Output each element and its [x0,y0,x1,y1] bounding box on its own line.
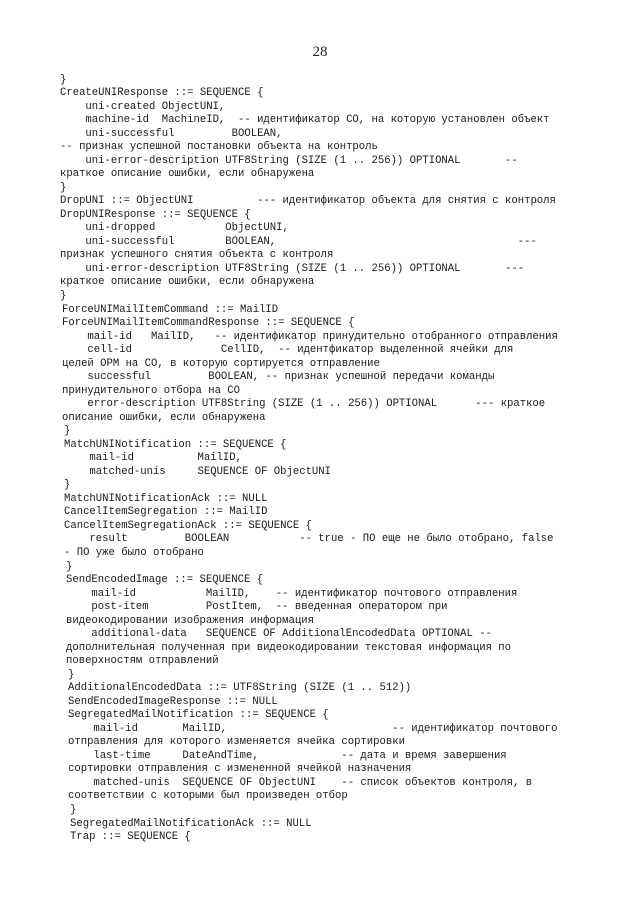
code-line: видеокодировании изображения информация [66,615,314,627]
code-line: поверхностям отправлений [66,655,219,667]
code-line: error-description UTF8String (SIZE (1 .. 256)) OPTIONAL --- краткое [62,398,546,410]
code-line: описание ошибки, если обнаружена [62,412,266,424]
code-line: CancelItemSegregationAck ::= SEQUENCE { [64,520,312,532]
code-line: - ПО уже было отобрано [64,547,204,559]
code-line: } [60,290,67,302]
code-line: -- признак успешной постановки объекта на контроль [60,141,378,153]
code-line: } [64,479,71,491]
code-line: uni-successful BOOLEAN, [60,128,283,140]
code-line: mail-id MailID, [64,452,243,464]
code-line: } [64,425,71,437]
code-line: сортировки отправления с измененной ячейкой назначения [68,763,412,775]
code-line: uni-error-description UTF8String (SIZE (1 .. 256)) OPTIONAL --- [60,263,525,275]
code-line: uni-error-description UTF8String (SIZE (1 .. 256)) OPTIONAL -- [60,155,518,167]
code-line: CancelItemSegregation ::= MailID [64,506,268,518]
code-line: DropUNI ::= ObjectUNI --- идентификатор объекта для снятия с контроля [60,195,556,207]
code-line: successful BOOLEAN, -- признак успешной передачи команды [62,371,495,383]
code-line: целей ОРМ на СО, в которую сортируется отправление [62,358,380,370]
code-line: SendEncodedImageResponse ::= NULL [68,696,278,708]
code-line: ForceUNIMailItemCommandResponse ::= SEQUENCE { [62,317,355,329]
code-line: SendEncodedImage ::= SEQUENCE { [66,574,264,586]
code-line: cell-id CellID, -- идентфикатор выделенной ячейки для [62,344,514,356]
code-line: mail-id MailID, -- идентификатор почтового [68,723,558,735]
code-line: MatchUNINotificationAck ::= NULL [64,493,268,505]
code-line: соответствии с которыми был произведен отбор [68,790,348,802]
code-line: matched-unis SEQUENCE OF ObjectUNI -- список объектов контроля, в [68,777,533,789]
page-number: 28 [312,44,328,60]
code-line: краткое описание ошибки, если обнаружена [60,168,315,180]
code-line: Trap ::= SEQUENCE { [70,831,191,843]
code-line: } [70,804,77,816]
code-line: } [66,561,73,573]
code-line: uni-dropped ObjectUNI, [60,222,289,234]
code-line: DropUNIResponse ::= SEQUENCE { [60,209,251,221]
code-line: } [60,74,67,86]
code-line: last-time DateAndTime, -- дата и время завершения [68,750,507,762]
code-line: additional-data SEQUENCE OF AdditionalEncodedData OPTIONAL -- [66,628,492,640]
code-line: ForceUNIMailItemCommand ::= MailID [62,304,279,316]
code-line: post-item PostItem, -- введенная оператором при [66,601,448,613]
code-line: mail-id MailID, -- идентификатор почтового отправления [66,588,518,600]
code-line: CreateUNIResponse ::= SEQUENCE { [60,87,264,99]
code-line: uni-successful BOOLEAN, --- [60,236,537,248]
code-line: признак успешного снятия объекта с контроля [60,249,334,261]
code-line: SegregatedMailNotification ::= SEQUENCE { [68,709,329,721]
code-line: отправления для которого изменяется ячейка сортировки [68,736,405,748]
code-line: краткое описание ошибки, если обнаружена [60,276,315,288]
code-line: mail-id MailID, -- идентификатор принудительно отобранного отправления [62,331,558,343]
code-line: result BOOLEAN -- true - ПО еще не было отобрано, false [64,533,554,545]
code-line: } [68,669,75,681]
code-line: matched-unis SEQUENCE OF ObjectUNI [64,466,332,478]
code-line: } [60,182,67,194]
code-line: machine-id MachineID, -- идентификатор СО, на которую установлен объект [60,114,550,126]
code-line: дополнительная полученная при видеокодировании текстовая информация по [66,642,512,654]
code-line: AdditionalEncodedData ::= UTF8String (SIZE (1 .. 512)) [68,682,412,694]
code-line: uni-created ObjectUNI, [60,101,226,113]
code-line: MatchUNINotification ::= SEQUENCE { [64,439,287,451]
code-line: принудительного отбора на СО [62,385,241,397]
code-line: SegregatedMailNotificationAck ::= NULL [70,818,312,830]
